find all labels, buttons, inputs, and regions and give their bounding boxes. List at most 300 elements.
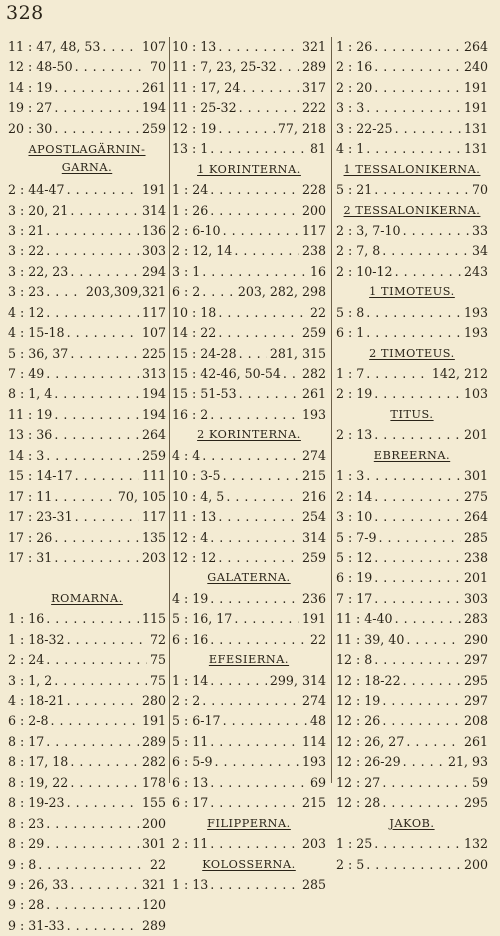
verse-reference: 4 : 1 bbox=[336, 141, 365, 157]
leader-dots bbox=[75, 507, 139, 527]
leader-dots bbox=[46, 303, 139, 323]
verse-reference: 9 : 8 bbox=[8, 856, 37, 872]
index-entry bbox=[8, 303, 166, 323]
index-entry bbox=[172, 691, 326, 711]
leader-dots bbox=[210, 528, 299, 548]
index-entry bbox=[336, 57, 488, 77]
index-column-2 bbox=[172, 37, 326, 892]
verse-reference: 12 : 26-29 bbox=[336, 754, 401, 770]
leader-dots bbox=[223, 221, 299, 241]
page-references: 200 bbox=[139, 814, 166, 834]
page-references: 200 bbox=[299, 201, 326, 221]
verse-reference: 1 : 18-32 bbox=[8, 631, 65, 647]
verse-reference: 2 : 13 bbox=[336, 427, 373, 443]
page-references: 294 bbox=[139, 262, 166, 282]
verse-reference: 2 : 2 bbox=[172, 693, 201, 708]
leader-dots bbox=[102, 37, 139, 57]
index-entry bbox=[336, 650, 488, 670]
leader-dots bbox=[239, 384, 299, 404]
index-entry bbox=[172, 446, 326, 466]
index-entry bbox=[8, 548, 166, 568]
index-entry bbox=[8, 834, 166, 854]
verse-reference: 10 : 4, 5 bbox=[172, 488, 225, 504]
book-heading: 2 KORINTERNA. bbox=[197, 428, 301, 442]
page-references: 115 bbox=[139, 609, 166, 629]
index-entry bbox=[172, 752, 326, 772]
page-references: 69 bbox=[307, 773, 326, 793]
leader-dots bbox=[70, 262, 139, 282]
index-entry bbox=[336, 384, 488, 404]
leader-dots bbox=[46, 834, 139, 854]
page-references: 280 bbox=[139, 691, 166, 711]
verse-reference: 1 : 26 bbox=[172, 202, 209, 218]
verse-reference: 8 : 29 bbox=[8, 836, 45, 852]
verse-reference: 1 : 13 bbox=[172, 876, 209, 892]
leader-dots bbox=[54, 548, 139, 568]
book-heading: 1 KORINTERNA. bbox=[197, 162, 301, 176]
index-entry bbox=[8, 855, 166, 875]
index-entry bbox=[172, 241, 326, 261]
index-entry bbox=[336, 834, 488, 854]
leader-dots bbox=[54, 528, 139, 548]
leader-dots bbox=[382, 241, 469, 261]
verse-reference: 8 : 17, 18 bbox=[8, 754, 69, 770]
book-heading: EBREERNA. bbox=[373, 448, 451, 462]
index-entry bbox=[8, 650, 166, 670]
page-references: 22 bbox=[147, 855, 166, 875]
index-entry bbox=[8, 609, 166, 629]
page-references: 131 bbox=[461, 119, 488, 139]
leader-dots bbox=[239, 344, 267, 364]
leader-dots bbox=[374, 57, 461, 77]
index-entry bbox=[336, 241, 488, 261]
page-references: 70 bbox=[147, 57, 166, 77]
verse-reference: 10 : 3-5 bbox=[172, 468, 221, 484]
leader-dots bbox=[374, 425, 461, 445]
page-references: 70 bbox=[469, 180, 488, 200]
verse-reference: 5 : 12 bbox=[336, 549, 373, 565]
verse-reference: 1 : 24 bbox=[172, 182, 209, 198]
verse-reference: 3 : 22 bbox=[8, 243, 45, 259]
leader-dots bbox=[54, 384, 139, 404]
verse-reference: 1 : 16 bbox=[8, 611, 45, 627]
verse-reference: 2 : 44-47 bbox=[8, 182, 65, 198]
leader-dots bbox=[210, 793, 299, 813]
page-references: 194 bbox=[139, 405, 166, 425]
page-references: 238 bbox=[299, 241, 326, 261]
leader-dots bbox=[67, 691, 139, 711]
leader-dots bbox=[366, 98, 461, 118]
page-references: 203 bbox=[299, 834, 326, 854]
verse-reference: 1 : 25 bbox=[336, 836, 373, 852]
leader-dots bbox=[202, 446, 299, 466]
index-entry bbox=[336, 548, 488, 568]
book-heading: 2 TESSALONIKERNA. bbox=[343, 203, 481, 217]
page-references: 282 bbox=[139, 752, 166, 772]
verse-reference: 14 : 22 bbox=[172, 325, 217, 341]
book-heading: 1 TESSALONIKERNA. bbox=[343, 162, 481, 176]
page-references: 193 bbox=[461, 323, 488, 343]
index-entry bbox=[172, 793, 326, 813]
page-references: 135 bbox=[139, 528, 166, 548]
column-divider bbox=[331, 37, 332, 783]
verse-reference: 6 : 16 bbox=[172, 631, 209, 647]
leader-dots bbox=[395, 609, 461, 629]
leader-dots bbox=[70, 875, 139, 895]
index-entry bbox=[336, 609, 488, 629]
page-references: 295 bbox=[461, 671, 488, 691]
index-entry bbox=[8, 98, 166, 118]
leader-dots bbox=[406, 630, 461, 650]
index-entry bbox=[336, 466, 488, 486]
page-references: 107 bbox=[139, 37, 166, 57]
verse-reference: 2 : 20 bbox=[336, 79, 373, 95]
leader-dots bbox=[70, 344, 139, 364]
leader-dots bbox=[234, 609, 299, 629]
leader-dots bbox=[382, 691, 461, 711]
verse-reference: 7 : 17 bbox=[336, 590, 373, 606]
index-entry bbox=[8, 221, 166, 241]
leader-dots bbox=[403, 671, 461, 691]
verse-reference: 12 : 26, 27 bbox=[336, 733, 405, 749]
page-references: 131 bbox=[461, 139, 488, 159]
page-references: 16 bbox=[307, 262, 326, 282]
verse-reference: 17 : 11 bbox=[8, 488, 53, 504]
verse-reference: 14 : 3 bbox=[8, 447, 45, 463]
leader-dots bbox=[46, 241, 139, 261]
page-references: 103 bbox=[461, 384, 488, 404]
index-entry bbox=[8, 875, 166, 895]
leader-dots bbox=[379, 528, 461, 548]
index-column-1 bbox=[8, 37, 166, 933]
index-entry bbox=[172, 78, 326, 98]
index-entry bbox=[336, 752, 488, 772]
page-references: 191 bbox=[461, 78, 488, 98]
index-entry bbox=[336, 303, 488, 323]
index-entry bbox=[172, 57, 326, 77]
page-references: 120 bbox=[139, 895, 166, 915]
page-references: 117 bbox=[139, 303, 166, 323]
leader-dots bbox=[54, 425, 139, 445]
verse-reference: 6 : 13 bbox=[172, 774, 209, 790]
page-references: 34 bbox=[469, 241, 488, 261]
verse-reference: 2 : 10-12 bbox=[336, 263, 393, 279]
page-references: 321 bbox=[299, 37, 326, 57]
leader-dots bbox=[242, 78, 299, 98]
leader-dots bbox=[374, 384, 461, 404]
index-entry bbox=[8, 119, 166, 139]
leader-dots bbox=[210, 732, 299, 752]
leader-dots bbox=[223, 711, 307, 731]
page-references: 285 bbox=[299, 875, 326, 895]
leader-dots bbox=[215, 752, 299, 772]
index-entry bbox=[172, 37, 326, 57]
page-references: 228 bbox=[299, 180, 326, 200]
leader-dots bbox=[67, 323, 139, 343]
page-number: 328 bbox=[6, 2, 44, 24]
leader-dots bbox=[75, 57, 147, 77]
leader-dots bbox=[46, 814, 139, 834]
verse-reference: 12 : 18-22 bbox=[336, 672, 401, 688]
verse-reference: 6 : 17 bbox=[172, 795, 209, 811]
page-references: 191 bbox=[299, 609, 326, 629]
index-entry bbox=[172, 344, 326, 364]
leader-dots bbox=[67, 630, 147, 650]
index-column-3 bbox=[336, 37, 488, 872]
book-heading: FILIPPERNA. bbox=[207, 816, 291, 830]
leader-dots bbox=[366, 466, 461, 486]
page-references: 259 bbox=[139, 119, 166, 139]
index-entry bbox=[8, 691, 166, 711]
page-references: 243 bbox=[461, 262, 488, 282]
leader-dots bbox=[374, 180, 469, 200]
index-entry bbox=[8, 752, 166, 772]
index-entry bbox=[336, 691, 488, 711]
page-references: 75 bbox=[147, 671, 166, 691]
verse-reference: 11 : 39, 40 bbox=[336, 631, 405, 647]
index-entry bbox=[336, 37, 488, 57]
leader-dots bbox=[202, 691, 299, 711]
leader-dots bbox=[374, 548, 461, 568]
page-references: 274 bbox=[299, 446, 326, 466]
leader-dots bbox=[283, 364, 299, 384]
leader-dots bbox=[51, 711, 139, 731]
verse-reference: 11 : 7, 23, 25-32 bbox=[172, 59, 277, 75]
column-divider bbox=[169, 37, 170, 783]
page-references: 81 bbox=[307, 139, 326, 159]
verse-reference: 3 : 23 bbox=[8, 284, 45, 300]
verse-reference: 16 : 2 bbox=[172, 406, 209, 422]
index-entry bbox=[8, 78, 166, 98]
leader-dots bbox=[54, 405, 139, 425]
page-references: 203 bbox=[139, 548, 166, 568]
page-references: 136 bbox=[139, 221, 166, 241]
index-entry bbox=[8, 895, 166, 915]
verse-reference: 3 : 10 bbox=[336, 509, 373, 525]
page-references: 155 bbox=[139, 793, 166, 813]
verse-reference: 12 : 27 bbox=[336, 774, 381, 790]
verse-reference: 5 : 36, 37 bbox=[8, 345, 69, 361]
verse-reference: 13 : 36 bbox=[8, 427, 53, 443]
verse-reference: 3 : 22-25 bbox=[336, 120, 393, 136]
index-entry bbox=[8, 180, 166, 200]
index-entry bbox=[8, 405, 166, 425]
leader-dots bbox=[210, 139, 307, 159]
index-entry bbox=[336, 221, 488, 241]
verse-reference: 8 : 17 bbox=[8, 733, 45, 749]
verse-reference: 7 : 49 bbox=[8, 366, 45, 382]
page-references: 215 bbox=[299, 466, 326, 486]
page-references: 117 bbox=[139, 507, 166, 527]
index-entry bbox=[8, 466, 166, 486]
leader-dots bbox=[406, 732, 461, 752]
page-references: 261 bbox=[461, 732, 488, 752]
leader-dots bbox=[374, 37, 461, 57]
leader-dots bbox=[70, 752, 139, 772]
verse-reference: 12 : 28 bbox=[336, 795, 381, 811]
leader-dots bbox=[382, 711, 461, 731]
page-references: 216 bbox=[299, 487, 326, 507]
leader-dots bbox=[46, 732, 139, 752]
leader-dots bbox=[395, 262, 461, 282]
verse-reference: 6 : 19 bbox=[336, 570, 373, 586]
verse-reference: 5 : 11 bbox=[172, 733, 209, 749]
page-references: 314 bbox=[299, 528, 326, 548]
leader-dots bbox=[54, 119, 139, 139]
index-entry bbox=[172, 364, 326, 384]
page-references: 261 bbox=[299, 384, 326, 404]
page-references: 283 bbox=[461, 609, 488, 629]
leader-dots bbox=[223, 466, 299, 486]
leader-dots bbox=[210, 875, 299, 895]
leader-dots bbox=[202, 262, 307, 282]
verse-reference: 11 : 47, 48, 53 bbox=[8, 39, 101, 54]
verse-reference: 3 : 3 bbox=[336, 100, 365, 116]
index-entry bbox=[8, 487, 166, 507]
leader-dots bbox=[54, 671, 147, 691]
leader-dots bbox=[374, 487, 461, 507]
verse-reference: 11 : 17, 24 bbox=[172, 79, 241, 95]
leader-dots bbox=[218, 548, 299, 568]
verse-reference: 1 : 3 bbox=[336, 468, 365, 484]
page-references: 301 bbox=[139, 834, 166, 854]
verse-reference: 3 : 22, 23 bbox=[8, 263, 69, 279]
leader-dots bbox=[374, 507, 461, 527]
leader-dots bbox=[218, 303, 307, 323]
page-references: 201 bbox=[461, 425, 488, 445]
index-entry bbox=[8, 364, 166, 384]
page-references: 117 bbox=[299, 221, 326, 241]
book-heading: ROMARNA. bbox=[51, 591, 123, 605]
index-entry bbox=[8, 37, 166, 57]
index-entry bbox=[336, 180, 488, 200]
page-references: 191 bbox=[139, 180, 166, 200]
verse-reference: 15 : 14-17 bbox=[8, 468, 73, 484]
index-entry bbox=[336, 671, 488, 691]
page-references: 70, 105 bbox=[115, 487, 166, 507]
index-entry bbox=[172, 609, 326, 629]
page-references: 289 bbox=[299, 57, 326, 77]
verse-reference: 1 : 26 bbox=[336, 39, 373, 54]
page-references: 261 bbox=[139, 78, 166, 98]
leader-dots bbox=[403, 752, 445, 772]
page-references: 259 bbox=[299, 548, 326, 568]
verse-reference: 10 : 18 bbox=[172, 304, 217, 320]
index-entry bbox=[8, 323, 166, 343]
verse-reference: 17 : 23-31 bbox=[8, 509, 73, 525]
verse-reference: 4 : 18-21 bbox=[8, 693, 65, 709]
index-entry bbox=[172, 548, 326, 568]
index-entry bbox=[172, 711, 326, 731]
leader-dots bbox=[67, 916, 139, 936]
leader-dots bbox=[366, 364, 429, 384]
leader-dots bbox=[210, 630, 307, 650]
leader-dots bbox=[366, 323, 461, 343]
index-entry bbox=[8, 344, 166, 364]
page-references: 240 bbox=[461, 57, 488, 77]
leader-dots bbox=[374, 568, 461, 588]
verse-reference: 8 : 1, 4 bbox=[8, 386, 53, 402]
index-entry bbox=[336, 78, 488, 98]
verse-reference: 13 : 1 bbox=[172, 141, 209, 157]
leader-dots bbox=[210, 180, 299, 200]
leader-dots bbox=[366, 855, 461, 875]
page-references: 114 bbox=[299, 732, 326, 752]
verse-reference: 4 : 19 bbox=[172, 590, 209, 606]
book-heading: EFESIERNA. bbox=[208, 653, 290, 667]
index-entry bbox=[8, 201, 166, 221]
page-references: 285 bbox=[461, 528, 488, 548]
index-entry bbox=[336, 98, 488, 118]
leader-dots bbox=[54, 78, 139, 98]
verse-reference: 12 : 4 bbox=[172, 529, 209, 545]
page-references: 215 bbox=[299, 793, 326, 813]
index-entry bbox=[336, 793, 488, 813]
leader-dots bbox=[226, 487, 299, 507]
page-references: 107 bbox=[139, 323, 166, 343]
index-entry bbox=[172, 671, 326, 691]
verse-reference: 3 : 20, 21 bbox=[8, 202, 69, 218]
verse-reference: 4 : 15-18 bbox=[8, 325, 65, 341]
page-references: 191 bbox=[461, 98, 488, 118]
page-references: 203, 282, 298 bbox=[235, 282, 326, 302]
index-entry bbox=[8, 507, 166, 527]
index-entry bbox=[172, 180, 326, 200]
verse-reference: 17 : 31 bbox=[8, 549, 53, 565]
index-entry bbox=[8, 630, 166, 650]
index-entry bbox=[172, 507, 326, 527]
page-references: 142, 212 bbox=[429, 364, 488, 384]
index-entry bbox=[172, 589, 326, 609]
page-references: 299, 314 bbox=[267, 671, 326, 691]
verse-reference: 15 : 24-28 bbox=[172, 345, 237, 361]
verse-reference: 11 : 4-40 bbox=[336, 611, 393, 627]
leader-dots bbox=[210, 589, 299, 609]
verse-reference: 11 : 19 bbox=[8, 406, 53, 422]
verse-reference: 17 : 26 bbox=[8, 529, 53, 545]
index-entry bbox=[8, 732, 166, 752]
index-entry bbox=[336, 425, 488, 445]
book-heading: TITUS. bbox=[390, 407, 434, 421]
index-entry bbox=[172, 139, 326, 159]
section-spacer bbox=[8, 568, 166, 588]
leader-dots bbox=[366, 139, 461, 159]
page-references: 317 bbox=[299, 78, 326, 98]
leader-dots bbox=[218, 37, 299, 57]
index-entry bbox=[336, 732, 488, 752]
page-references: 194 bbox=[139, 384, 166, 404]
index-entry bbox=[172, 732, 326, 752]
verse-reference: 9 : 26, 33 bbox=[8, 876, 69, 892]
index-entry bbox=[172, 119, 326, 139]
index-entry bbox=[172, 405, 326, 425]
page-references: 75 bbox=[147, 650, 166, 670]
verse-reference: 15 : 42-46, 50-54 bbox=[172, 366, 281, 381]
verse-reference: 2 : 12, 14 bbox=[172, 243, 233, 259]
page-references: 264 bbox=[139, 425, 166, 445]
verse-reference: 6 : 5-9 bbox=[172, 754, 213, 770]
index-entry bbox=[8, 793, 166, 813]
book-heading: 1 TIMOTEUS. bbox=[369, 285, 455, 299]
index-entry bbox=[172, 630, 326, 650]
verse-reference: 8 : 23 bbox=[8, 815, 45, 831]
verse-reference: 2 : 16 bbox=[336, 59, 373, 75]
index-entry bbox=[336, 139, 488, 159]
page-references: 72 bbox=[147, 630, 166, 650]
page-references: 236 bbox=[299, 589, 326, 609]
index-entry bbox=[8, 57, 166, 77]
page-references: 290 bbox=[461, 630, 488, 650]
